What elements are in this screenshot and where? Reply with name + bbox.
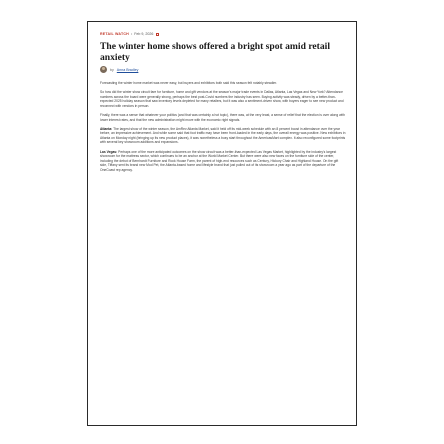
- publish-date: Feb 9, 2026: [134, 32, 154, 36]
- bookmark-icon[interactable]: [156, 33, 159, 37]
- paragraph: [100, 90, 346, 108]
- byline-prefix: by: [110, 67, 114, 72]
- section-kicker[interactable]: RETAIL WATCH: [100, 32, 129, 36]
- article-meta: [100, 32, 346, 37]
- paragraph-text: Finally, there was a sense that whatever your politics (and that was certainly a hot topic), there was, at the very least, a sense of relief that the election is over along with lower interest rates, and that the new administration might move with the economic right signals.: [100, 112, 345, 122]
- paragraph-text: So how did the winter show circuit fare for furniture, home and gift vendors at the season's major trade events in Dallas, Atlanta, Las Vegas and New York? Attendance numbers across the board were generally strong, perhaps the best post-Covid numbers the industry has seen. Buying activity was steady, driven by a better-than-expected 2025 holiday season that saw inventory levels depleted for many retailers, but it was also a sentiment-driven show, with buyers eager to see new product and reconnect with vendors in person.: [100, 90, 344, 108]
- paragraph: [100, 113, 346, 122]
- paragraph-text: The largest show of the winter season, the AmRev Atlanta Market, said it held off its mid-week schedule with an 8 percent boost in attendance over the year before, an impressive achievement. And while some said that foot traffic may have been front-loaded in the early days, the overall energy was positive. New exhibitors in Atlanta on Monday night (bringing up its new product places), it was nonetheless a busy start throughout the AmericasMart complex. It also reconfigured some footprints with several key showroom additions and expansions.: [100, 126, 346, 145]
- paragraph-text: Perhaps one of the more anticipated outcomes on the show circuit was a better-than-expected Las Vegas Market, highlighted by the industry's largest showroom for the mattress sector, which continues to be an anchor at the World Market Center. But there were also new faces on the furniture side of the center, including the debut of Bernhardt Furniture and Rock House Farm, the parent of high-end resources such as Century, Hickory Chair and Highland House. On the gift side, Tiffany sent its brand new Mod Pet, the Atlanta-based home and lifestyle brand that just pulled out of its showroom a year ago as part of the departure of the OneCoast rep agency.: [100, 149, 339, 172]
- meta-separator: •: [130, 32, 133, 36]
- byline: [100, 66, 346, 73]
- paragraph-lead: Las Vegas:: [100, 149, 118, 154]
- paragraph-text: Forecasting the winter home market was never easy, but buyers and exhibitors both said this season felt notably steadier.: [100, 81, 277, 85]
- article-headline: The winter home shows offered a bright spot amid retail anxiety: [100, 41, 330, 63]
- paragraph-atlanta: [100, 127, 346, 145]
- author-link[interactable]: Anna Bradley: [116, 67, 139, 72]
- page-frame: [87, 21, 357, 426]
- paragraph: [100, 81, 346, 86]
- paragraph-las-vegas: [100, 150, 346, 173]
- article-body: [100, 81, 346, 173]
- paragraph-lead: Atlanta:: [100, 126, 113, 131]
- article: [100, 32, 346, 177]
- author-avatar[interactable]: [100, 66, 107, 73]
